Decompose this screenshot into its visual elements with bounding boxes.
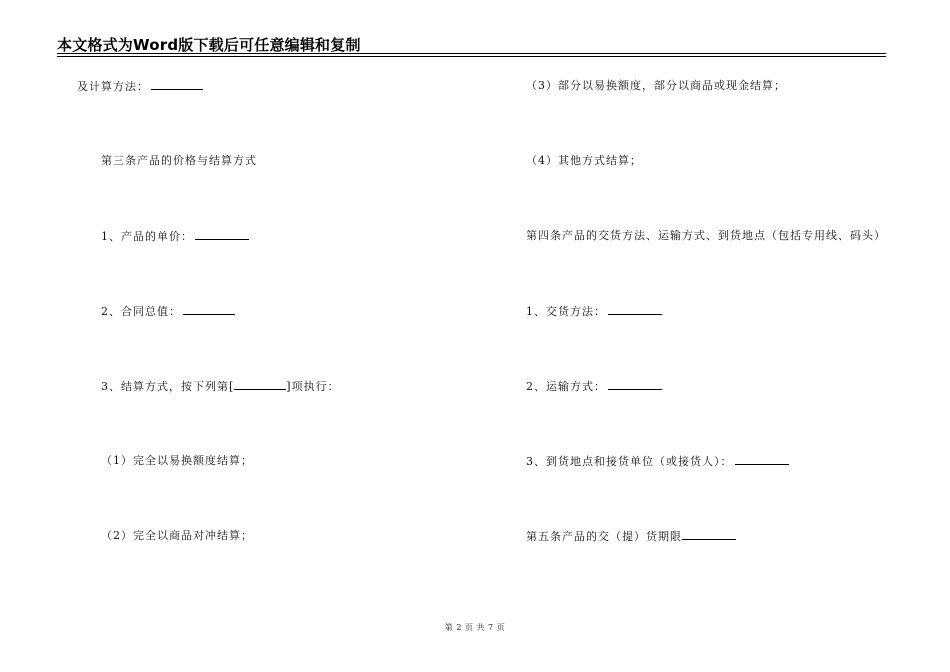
settlement-option-1: （1）完全以易换额度结算； [101, 454, 253, 467]
settlement-option-3: （3）部分以易换额度，部分以商品或现金结算； [526, 79, 786, 92]
article-three-heading: 第三条产品的价格与结算方式 [101, 154, 257, 167]
contract-total-blank [183, 304, 235, 315]
header-divider-thin [57, 56, 886, 57]
settlement-option-4: （4）其他方式结算； [526, 154, 642, 167]
delivery-period-blank [682, 529, 736, 540]
contract-total-line [101, 304, 235, 319]
transport-method-blank [608, 379, 662, 390]
calculation-method-line [77, 79, 203, 94]
unit-price-line [101, 229, 249, 244]
calculation-method-label: 及计算方法： [77, 80, 149, 93]
unit-price-label: 1、产品的单价： [101, 230, 193, 243]
settlement-method-suffix: ]项执行： [286, 380, 340, 393]
article-five-label: 第五条产品的交（提）货期限 [526, 530, 682, 543]
header-divider [57, 53, 886, 54]
delivery-method-label: 1、交货方法： [526, 305, 606, 318]
transport-method-line [526, 379, 662, 394]
arrival-place-line [526, 454, 789, 469]
calculation-method-blank [151, 79, 203, 90]
article-five-line [526, 529, 736, 544]
article-four-heading: 第四条产品的交货方法、运输方式、到货地点（包括专用线、码头） [526, 229, 886, 242]
transport-method-label: 2、运输方式： [526, 380, 606, 393]
settlement-method-line [101, 379, 340, 394]
unit-price-blank [195, 229, 249, 240]
arrival-place-label: 3、到货地点和接货单位（或接货人）： [526, 455, 733, 468]
delivery-method-line [526, 304, 662, 319]
delivery-method-blank [608, 304, 662, 315]
settlement-option-2: （2）完全以商品对冲结算； [101, 529, 253, 542]
settlement-method-label: 3、结算方式，按下列第[ [101, 380, 235, 393]
arrival-place-blank [735, 454, 789, 465]
page-number-footer: 第 2 页 共 7 页 [444, 623, 506, 632]
settlement-item-blank [234, 379, 286, 390]
document-header-title: 本文格式为Word版下载后可任意编辑和复制 [57, 36, 361, 54]
contract-total-label: 2、合同总值： [101, 305, 181, 318]
